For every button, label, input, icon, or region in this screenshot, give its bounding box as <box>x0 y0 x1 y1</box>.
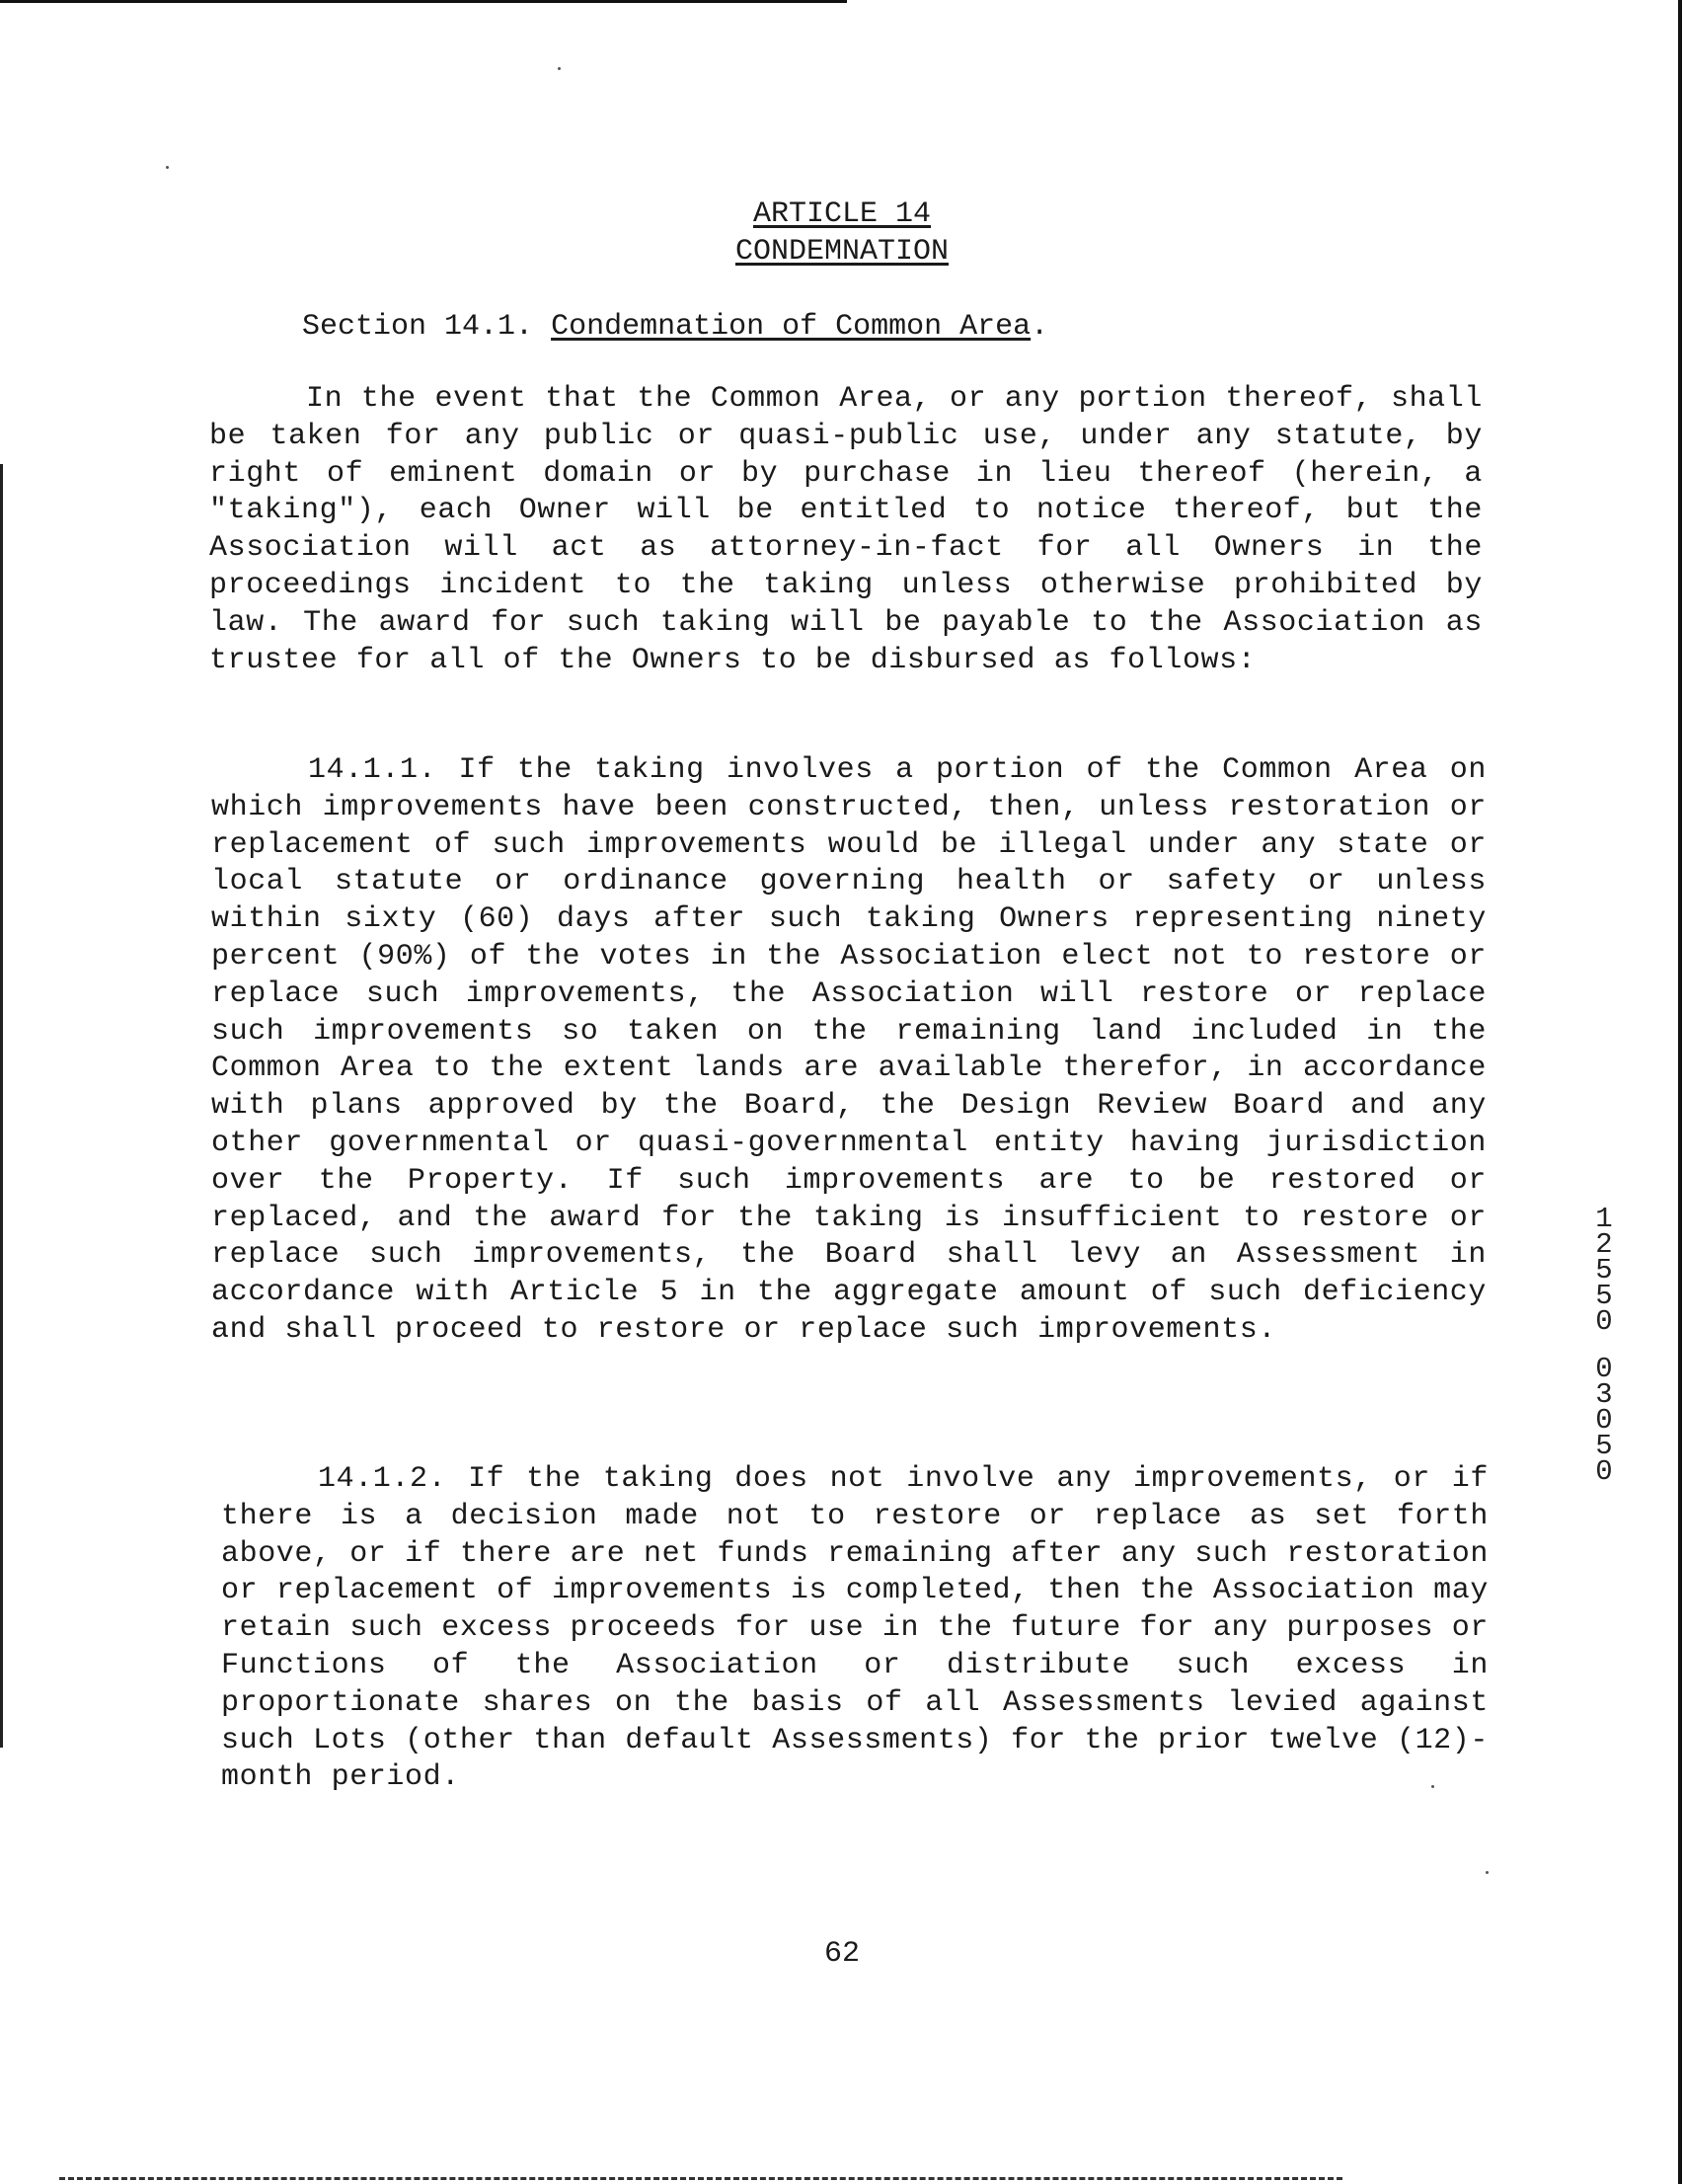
doc-number-digit: 0 <box>1595 1404 1613 1437</box>
bottom-dashed-line <box>59 2177 1342 2180</box>
paragraph-14-1-2: 14.1.2. If the taking does not involve any improvements, or if there is a decision made not to restore or replace as set forth above, or if there are net funds remaining after any such restoration or replacement of improvements is completed, then the Association may retain such excess proceeds for use in the future for any purposes or Functions of the Association or distribute such excess in proportionate shares on the basis of all Assessments levied against such Lots (other than default Assessments) for the prior twelve (12)-month period. <box>221 1462 1489 1795</box>
article-subtitle-text: CONDEMNATION <box>734 235 950 269</box>
top-border-line <box>0 0 847 3</box>
doc-number-digit: 2 <box>1595 1228 1613 1261</box>
document-number-stamp <box>1587 1203 1621 1488</box>
right-border-line <box>1678 0 1682 2184</box>
doc-number-digit: 3 <box>1595 1378 1613 1411</box>
doc-number-digit: 0 <box>1595 1305 1613 1338</box>
intro-paragraph: In the event that the Common Area, or any portion thereof, shall be taken for any public or quasi-public use, under any statute, by right of eminent domain or by purchase in lieu thereof (herein, a "taking"), each Owner will be entitled to notice thereof, but the Association will act as attorney-in-fact for all Owners in the proceedings incident to the taking unless otherwise prohibited by law. The award for such taking will be payable to the Association as trustee for all of the Owners to be disbursed as follows: <box>209 382 1483 677</box>
doc-number-digit: 1 <box>1595 1203 1613 1235</box>
doc-number-digit: 5 <box>1595 1430 1613 1462</box>
article-subtitle <box>0 233 1684 271</box>
section-heading <box>302 308 1048 346</box>
article-title <box>0 195 1684 233</box>
section-title: Condemnation of Common Area <box>551 310 1032 344</box>
doc-number-digit: 5 <box>1595 1254 1613 1287</box>
scan-speck <box>558 67 561 70</box>
scan-speck <box>166 166 169 169</box>
doc-number-digit: 5 <box>1595 1280 1613 1312</box>
article-title-text: ARTICLE 14 <box>752 197 932 231</box>
section-number: Section 14.1. <box>302 310 534 344</box>
section-title-period: . <box>1031 310 1049 344</box>
doc-number-digit: 0 <box>1595 1353 1613 1385</box>
left-scan-edge <box>0 464 3 1748</box>
paragraph-14-1-1: 14.1.1. If the taking involves a portion of the Common Area on which improvements have been constructed, then, unless restoration or replacement of such improvements would be illegal under any state or local statute or ordinance governing health or safety or unless within sixty (60) days after such taking Owners representing ninety percent (90%) of the votes in the Association elect not to restore or replace such improvements, the Association will restore or replace such improvements so taken on the remaining land included in the Common Area to the extent lands are available therefor, in accordance with plans approved by the Board, the Design Review Board and any other governmental or quasi-governmental entity having jurisdiction over the Property. If such improvements are to be restored or replaced, and the award for the taking is insufficient to restore or replace such improvements, the Board shall levy an Assessment in accordance with Article 5 in the aggregate amount of such deficiency and shall proceed to restore or replace such improvements. <box>211 753 1487 1347</box>
scan-speck <box>1486 1871 1489 1874</box>
page-number: 62 <box>823 1937 860 1971</box>
doc-number-digit: 0 <box>1595 1455 1613 1488</box>
